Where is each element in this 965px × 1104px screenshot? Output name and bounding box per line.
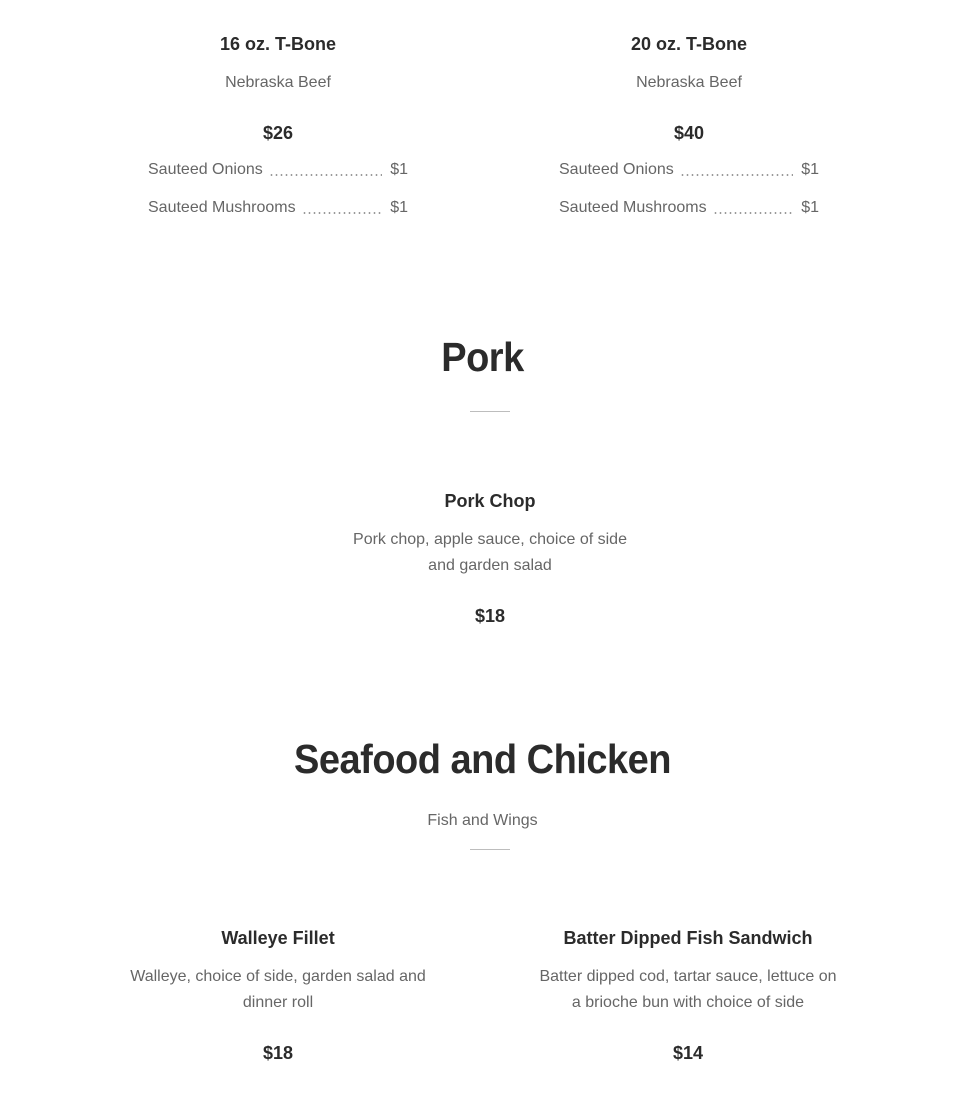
addon-row	[559, 160, 819, 180]
item-description: Nebraska Beef	[636, 74, 742, 91]
addon-price: $1	[390, 199, 408, 216]
addon-list	[559, 160, 819, 218]
addon-price: $1	[801, 161, 819, 178]
item-title: 16 oz. T-Bone	[219, 34, 336, 54]
item-price: $40	[673, 123, 705, 143]
dot-leader	[680, 173, 793, 177]
section-title-pork: Pork	[441, 335, 524, 381]
item-title: 20 oz. T-Bone	[630, 34, 747, 54]
menu-item-20oz-tbone	[559, 33, 819, 236]
menu-item-fish-sandwich	[533, 927, 843, 1064]
addon-name: Sauteed Onions	[148, 161, 263, 178]
item-description: Nebraska Beef	[225, 74, 331, 91]
item-title: Batter Dipped Fish Sandwich	[563, 928, 813, 948]
addon-row	[559, 198, 819, 218]
dot-leader	[269, 173, 382, 177]
item-description: Batter dipped cod, tartar sauce, lettuce on a brioche bun with choice of side	[539, 968, 837, 1011]
menu-item-16oz-tbone	[148, 33, 408, 236]
item-title: Pork Chop	[444, 491, 536, 511]
item-price: $18	[474, 606, 506, 626]
addon-price: $1	[390, 161, 408, 178]
section-subtitle: Fish and Wings	[427, 812, 538, 829]
dot-leader	[302, 211, 383, 215]
addon-row	[148, 198, 408, 218]
dot-leader	[713, 211, 794, 215]
addon-name: Sauteed Mushrooms	[148, 199, 296, 216]
addon-price: $1	[801, 199, 819, 216]
menu-item-pork-chop	[345, 490, 635, 627]
addon-row	[148, 160, 408, 180]
item-title: Walleye Fillet	[221, 928, 335, 948]
addon-name: Sauteed Mushrooms	[559, 199, 707, 216]
addon-name: Sauteed Onions	[559, 161, 674, 178]
section-divider	[470, 849, 510, 850]
item-price: $26	[262, 123, 294, 143]
addon-list	[148, 160, 408, 218]
section-divider	[470, 411, 510, 412]
item-price: $18	[262, 1043, 294, 1063]
item-description: Walleye, choice of side, garden salad and dinner roll	[130, 968, 426, 1011]
item-price: $14	[672, 1043, 704, 1063]
menu-item-walleye-fillet	[123, 927, 433, 1064]
section-title-seafood: Seafood and Chicken	[294, 737, 671, 783]
item-description: Pork chop, apple sauce, choice of side and garden salad	[353, 531, 627, 574]
